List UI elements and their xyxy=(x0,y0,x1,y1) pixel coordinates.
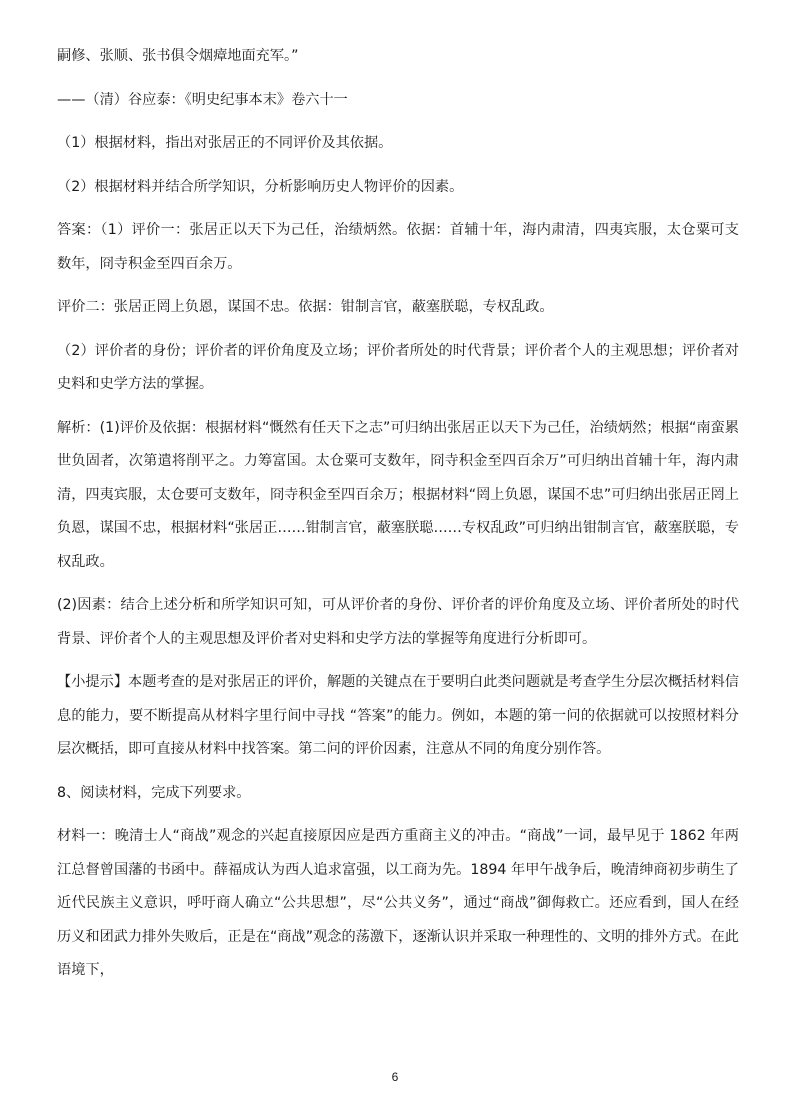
answer-factors: （2）评价者的身份；评价者的评价角度及立场；评价者所处的时代背景；评价者个人的主观思想；评价者对史料和史学方法的掌握。 xyxy=(57,342,739,392)
question-8-heading: 8、阅读材料，完成下列要求。 xyxy=(57,784,251,801)
answer-evaluation-1: 答案：（1）评价一：张居正以天下为己任，治绩炳然。依据：首辅十年，海内肃清，四夷宾服，太仓粟可支数年，冏寺积金至四百余万。 xyxy=(57,222,739,272)
tip-paragraph: 【小提示】本题考查的是对张居正的评价，解题的关键点在于要明白此类问题就是考查学生分层次概括材料信息的能力，要不断提高从材料字里行间中寻找 “答案”的能力。例如，本题的第一问的依据就可以按照材料分层次概括，即可直接从材料中找答案。第二问的评价因素，注意从不同的角度分别作答。 xyxy=(57,674,739,757)
analysis-part-1: 解析：(1)评价及依据：根据材料“慨然有任天下之志”可归纳出张居正以天下为己任，治绩炳然；根据“南蛮累世负固者，次第遣将削平之。力筹富国。太仓粟可支数年，冏寺积金至四百余万”可归纳出首辅十年，海内肃清，四夷宾服，太仓要可支数年，冏寺积金至四百余万；根据材料“罔上负恩，谋国不忠”可归纳出张居正罔上负恩，谋国不忠，根据材料“张居正……钳制言官，蔽塞朕聪……专权乱政”可归纳出钳制言官，蔽塞朕聪，专权乱政。 xyxy=(57,419,739,570)
page-number: 6 xyxy=(391,1070,399,1084)
answer-evaluation-2: 评价二：张居正罔上负恩，谋国不忠。依据：钳制言官，蔽塞朕聪，专权乱政。 xyxy=(57,299,554,315)
analysis-part-2: (2)因素：结合上述分析和所学知识可知，可从评价者的身份、评价者的评价角度及立场、评价者所处的时代背景、评价者个人的主观思想及评价者对史料和史学方法的掌握等角度进行分析即可。 xyxy=(57,597,739,647)
quote-ending: 嗣修、张顺、张书俱令烟瘴地面充军。” xyxy=(57,48,299,64)
question-2: （2）根据材料并结合所学知识，分析影响历史人物评价的因素。 xyxy=(57,178,464,195)
source-citation: ——（清）谷应泰：《明史纪事本末》卷六十一 xyxy=(57,91,348,108)
material-one: 材料一：晚清士人“商战”观念的兴起直接原因应是西方重商主义的冲击。“商战”一词，最早见于 1862 年两江总督曾国藩的书函中。薛福成认为西人追求富强，以工商为先。1894 年甲午战争后，晚清绅商初步萌生了近代民族主义意识，呼吁商人确立“公共思想”，尽“公共义务”，通过“商战”御侮救亡。还应看到，国人在经历义和团武力排外失败后，正是在“商战”观念的荡激下，逐渐认识并采取一种理性的、文明的排外方式。在此语境下， xyxy=(57,828,739,978)
question-1: （1）根据材料，指出对张居正的不同评价及其依据。 xyxy=(57,135,393,151)
document-body xyxy=(57,40,739,998)
